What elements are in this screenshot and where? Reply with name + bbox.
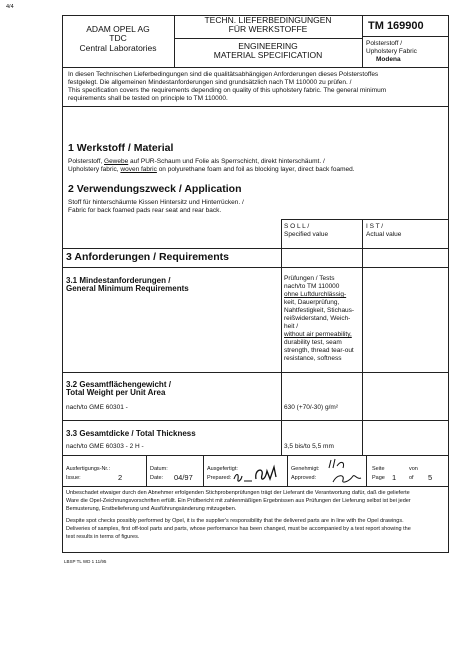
footer-div-2 bbox=[203, 455, 204, 486]
columns-top-line bbox=[281, 219, 449, 220]
spec-line: resistance, softness bbox=[284, 355, 342, 362]
company-tdc: TDC bbox=[109, 33, 127, 43]
section-3-1-bottom-line bbox=[62, 372, 449, 373]
section-1-line-2: Upholstery fabric, woven fabric on polyurethane foam and foil as blocking layer, direct back foamed. bbox=[68, 166, 355, 173]
spec-divider bbox=[362, 36, 449, 37]
disclaimer-de-3: Bemusterung, Erstbelieferung und Ausführungsänderung mitzugeben. bbox=[66, 506, 237, 512]
header-bottom-line bbox=[62, 67, 449, 68]
section-2-line-2: Fabric for back foamed pads rear seat and rear back. bbox=[68, 207, 222, 214]
section-3-2-heading-de: 3.2 Gesamtflächengewicht / bbox=[66, 380, 171, 389]
section-2-line-1: Stoff für hinterschäumte Kissen Hintersitz und Hinterrücken. / bbox=[68, 199, 244, 206]
footer-div-3 bbox=[287, 455, 288, 486]
prepared-label-en: Prepared: bbox=[207, 475, 232, 481]
section-3-top-line bbox=[62, 248, 449, 249]
title-en-2: MATERIAL SPECIFICATION bbox=[213, 50, 323, 60]
spec-name: Modena bbox=[376, 56, 401, 63]
section-3-3-heading: 3.3 Gesamtdicke / Total Thickness bbox=[66, 429, 196, 438]
spec-line: nach/to TM 110000 bbox=[284, 283, 340, 290]
date-value: 04/97 bbox=[174, 473, 193, 482]
section-1-line-1: Polsterstoff, Gewebe auf PUR-Schaum und Folie als Sperrschicht, direkt hinterschäumt. / bbox=[68, 158, 325, 165]
corner-mark: 4/4 bbox=[6, 4, 14, 10]
of-label-de: von bbox=[409, 466, 418, 472]
spec-line: without air permeability, bbox=[284, 331, 352, 338]
intro-bottom-line bbox=[62, 106, 449, 107]
disclaimer-en-1: Despite spot checks possibly performed by Opel, it is the supplier's responsibility that the delivered parts are in line with the Opel drawings. bbox=[66, 518, 404, 524]
section-3-3-method: nach/to GME 60303 - 2 H - bbox=[66, 443, 144, 450]
section-3-2-heading-en: Total Weight per Unit Area bbox=[66, 388, 166, 397]
date-label-de: Datum: bbox=[150, 466, 168, 472]
section-3-2-bottom-line bbox=[62, 420, 449, 421]
company-name: ADAM OPEL AG bbox=[86, 24, 150, 34]
section-3-1-heading-en: General Minimum Requirements bbox=[66, 284, 189, 293]
section-3-2-value: 630 (+70/-30) g/m² bbox=[284, 404, 339, 411]
spec-line: keit, Dauerprüfung, bbox=[284, 299, 340, 306]
column-ist-en: Actual value bbox=[366, 231, 402, 238]
disclaimer-de-1: Unbeschadet etwaiger durch den Abnehmer erfolgenden Stichprobenprüfungen trägt der Lieferant die Verantwortung dafür, daß die gelieferte bbox=[66, 490, 410, 496]
section-3-heading: 3 Anforderungen / Requirements bbox=[66, 251, 229, 263]
issue-label-en: Issue: bbox=[66, 475, 81, 481]
of-label-en: of bbox=[409, 475, 414, 481]
footer-div-1 bbox=[146, 455, 147, 486]
approved-label-en: Approved: bbox=[291, 475, 317, 481]
section-3-1-heading-de: 3.1 Mindestanforderungen / bbox=[66, 276, 171, 285]
approved-label-de: Genehmigt: bbox=[291, 466, 320, 472]
intro-line-1: In diesen Technischen Lieferbedingungen sind die qualitätsabhängigen Anforderungen dieses Polsterstoffes bbox=[68, 71, 379, 78]
spec-number: TM 169900 bbox=[368, 20, 424, 32]
disclaimer-de-2: Ware die Opel-Zeichnungsvorschriften erfüllt. Ein Prüfbericht mit zahlenmäßigen Ergebnissen aus Prüfungen der Lieferung selbst ist bei jeder bbox=[66, 498, 411, 504]
column-ist-de: I S T / bbox=[366, 223, 384, 230]
spec-title-en: Upholstery Fabric bbox=[366, 48, 417, 55]
page-label-de: Seite bbox=[372, 466, 385, 472]
spec-title-de: Polsterstoff / bbox=[366, 40, 403, 47]
spec-line: durability test, seam bbox=[284, 339, 342, 346]
spec-line: ohne Luftdurchlässig- bbox=[284, 291, 347, 298]
section-3-3-value: 3,5 bis/to 5,5 mm bbox=[284, 443, 334, 450]
form-code: LBSP TL WD 1 11/95 bbox=[64, 559, 107, 564]
prepared-label-de: Ausgefertigt: bbox=[207, 466, 238, 472]
issue-value: 2 bbox=[118, 473, 123, 482]
spec-line: Nahtfestigkeit, Stichaus- bbox=[284, 307, 355, 314]
footer-bottom-line bbox=[62, 486, 449, 487]
column-soll-de: S O L L / bbox=[284, 223, 310, 230]
footer-top-line bbox=[62, 455, 449, 456]
section-1-heading: 1 Werkstoff / Material bbox=[68, 142, 174, 154]
intro-line-4: requirements shall be tested on principle to TM 110000. bbox=[68, 95, 228, 102]
disclaimer-en-2: Deliveries of samples, first off-tool parts and parts, whose performance has been changed, must be accompanied by a test report showing the bbox=[66, 526, 411, 532]
prepared-signature bbox=[232, 461, 286, 485]
approved-signature bbox=[325, 456, 365, 486]
column-soll-en: Specified value bbox=[284, 231, 329, 238]
section-3-2-method: nach/to GME 60301 - bbox=[66, 404, 128, 411]
disclaimer-en-3: test results in terms of figures. bbox=[66, 534, 140, 540]
title-divider bbox=[174, 38, 362, 39]
spec-line: strength, thread tear-out bbox=[284, 347, 354, 354]
section-2-heading: 2 Verwendungszweck / Application bbox=[68, 183, 242, 195]
title-en-1: ENGINEERING bbox=[238, 41, 298, 51]
title-de-1: TECHN. LIEFERBEDINGUNGEN bbox=[204, 15, 332, 25]
spec-line: Prüfungen / Tests bbox=[284, 275, 335, 282]
issue-label-de: Ausfertigungs-Nr.: bbox=[66, 466, 111, 472]
company-lab: Central Laboratories bbox=[79, 43, 157, 53]
date-label-en: Date: bbox=[150, 475, 164, 481]
footer-div-4 bbox=[366, 455, 367, 486]
spec-line: reißwiderstand, Weich- bbox=[284, 315, 351, 322]
header-divider-2 bbox=[362, 15, 363, 67]
intro-line-2: festgelegt. Die allgemeinen Mindestanforderungen sind grundsätzlich nach TM 110000 zu prüfen. / bbox=[68, 79, 352, 86]
title-de-2: FÜR WERKSTOFFE bbox=[228, 24, 308, 34]
page-value: 1 bbox=[392, 473, 397, 482]
page-total: 5 bbox=[428, 473, 433, 482]
page-label-en: Page bbox=[372, 475, 385, 481]
spec-line: heit / bbox=[284, 323, 299, 330]
intro-line-3: This specification covers the requirements depending on quality of this upholstery fabric. The general minimum bbox=[68, 87, 387, 94]
section-3-heading-line bbox=[62, 267, 449, 268]
